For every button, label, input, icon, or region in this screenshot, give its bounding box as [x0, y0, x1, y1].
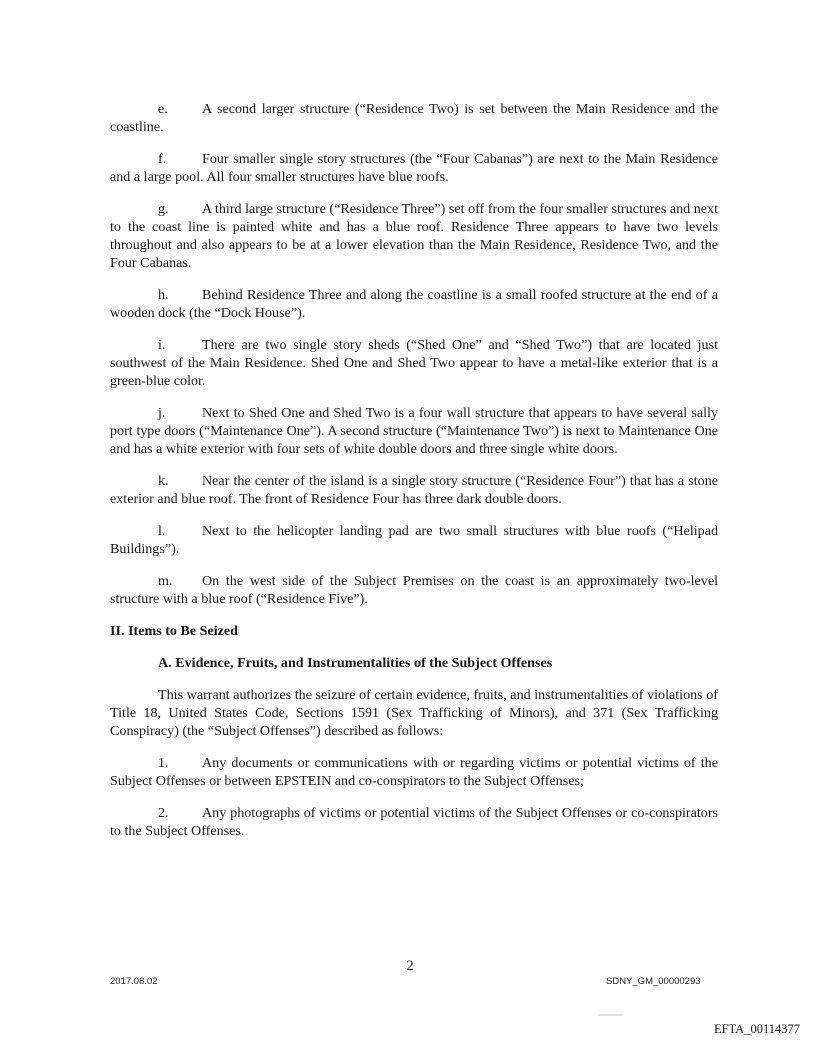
paragraph-label: g.	[158, 201, 169, 217]
paragraph-text: A third large structure (“Residence Three”) set off from the four smaller structures and next to the coast line is painted white and has a blue roof. Residence Three appears to have two levels throughout and also appears to be at a lower elevation than the Main Residence, Residence Two, and the Four Cabanas.	[110, 201, 718, 271]
efta-stamp: EFTA_00114377	[713, 1022, 800, 1036]
paragraph-e	[110, 100, 718, 136]
paragraph-g	[110, 200, 718, 272]
bates-number: SDNY_GM_00000293	[606, 976, 701, 987]
paragraph-j	[110, 404, 718, 458]
paragraph-text: On the west side of the Subject Premises on the coast is an approximately two-level structure with a blue roof (“Residence Five”).	[110, 573, 718, 607]
paragraph-f	[110, 150, 718, 186]
intro-paragraph: This warrant authorizes the seizure of certain evidence, fruits, and instrumentalities of violations of Title 18, United States Code, Sections 1591 (Sex Trafficking of Minors), and 371 (Sex Trafficking Conspiracy) (the “Subject Offenses”) described as follows:	[110, 687, 718, 739]
paragraph-text: A second larger structure (“Residence Two) is set between the Main Residence and the coastline.	[110, 101, 718, 135]
item-text: Any documents or communications with or regarding victims or potential victims of the Subject Offenses or between EPSTEIN and co-conspirators to the Subject Offenses;	[110, 755, 718, 789]
paragraph-text: Four smaller single story structures (the “Four Cabanas”) are next to the Main Residence and a large pool. All four smaller structures have blue roofs.	[110, 151, 718, 185]
paragraph-label: i.	[158, 337, 166, 353]
paragraph-text: Near the center of the island is a single story structure (“Residence Four”) that has a stone exterior and blue roof. The front of Residence Four has three dark double doors.	[110, 473, 718, 507]
section-heading: II. Items to Be Seized	[110, 623, 238, 639]
footer-date: 2017.08.02	[110, 976, 158, 987]
item-text: Any photographs of victims or potential victims of the Subject Offenses or co-conspirators to the Subject Offenses.	[110, 805, 718, 839]
paragraph-label: h.	[158, 287, 169, 303]
paragraph-label: j.	[158, 405, 166, 421]
paragraph-h	[110, 286, 718, 322]
paragraph-k	[110, 472, 718, 508]
scan-smudge	[598, 1014, 622, 1016]
item-label: 1.	[158, 755, 169, 771]
paragraph-m	[110, 572, 718, 608]
document-body	[110, 100, 718, 854]
item-label: 2.	[158, 805, 169, 821]
paragraph-label: f.	[158, 151, 167, 167]
paragraph-l	[110, 522, 718, 558]
paragraph-label: l.	[158, 523, 166, 539]
paragraph-label: e.	[158, 101, 168, 117]
paragraph-text: Next to the helicopter landing pad are two small structures with blue roofs (“Helipad Buildings”).	[110, 523, 718, 557]
paragraph-label: k.	[158, 473, 169, 489]
subsection-heading: A. Evidence, Fruits, and Instrumentalities of the Subject Offenses	[158, 655, 553, 671]
paragraph-label: m.	[158, 573, 173, 589]
paragraph-text: Next to Shed One and Shed Two is a four wall structure that appears to have several sally port type doors (“Maintenance One”). A second structure (“Maintenance Two”) is next to Maintenance One and has a white exterior with four sets of white double doors and three single white doors.	[110, 405, 718, 457]
paragraph-text: There are two single story sheds (“Shed One” and “Shed Two”) that are located just southwest of the Main Residence. Shed One and Shed Two appear to have a metal-like exterior that is a green-blue color.	[110, 337, 718, 389]
item-1	[110, 754, 718, 790]
item-2	[110, 804, 718, 840]
paragraph-i	[110, 336, 718, 390]
page-number: 2	[406, 958, 414, 974]
paragraph-text: Behind Residence Three and along the coastline is a small roofed structure at the end of a wooden dock (the “Dock House”).	[110, 287, 718, 321]
